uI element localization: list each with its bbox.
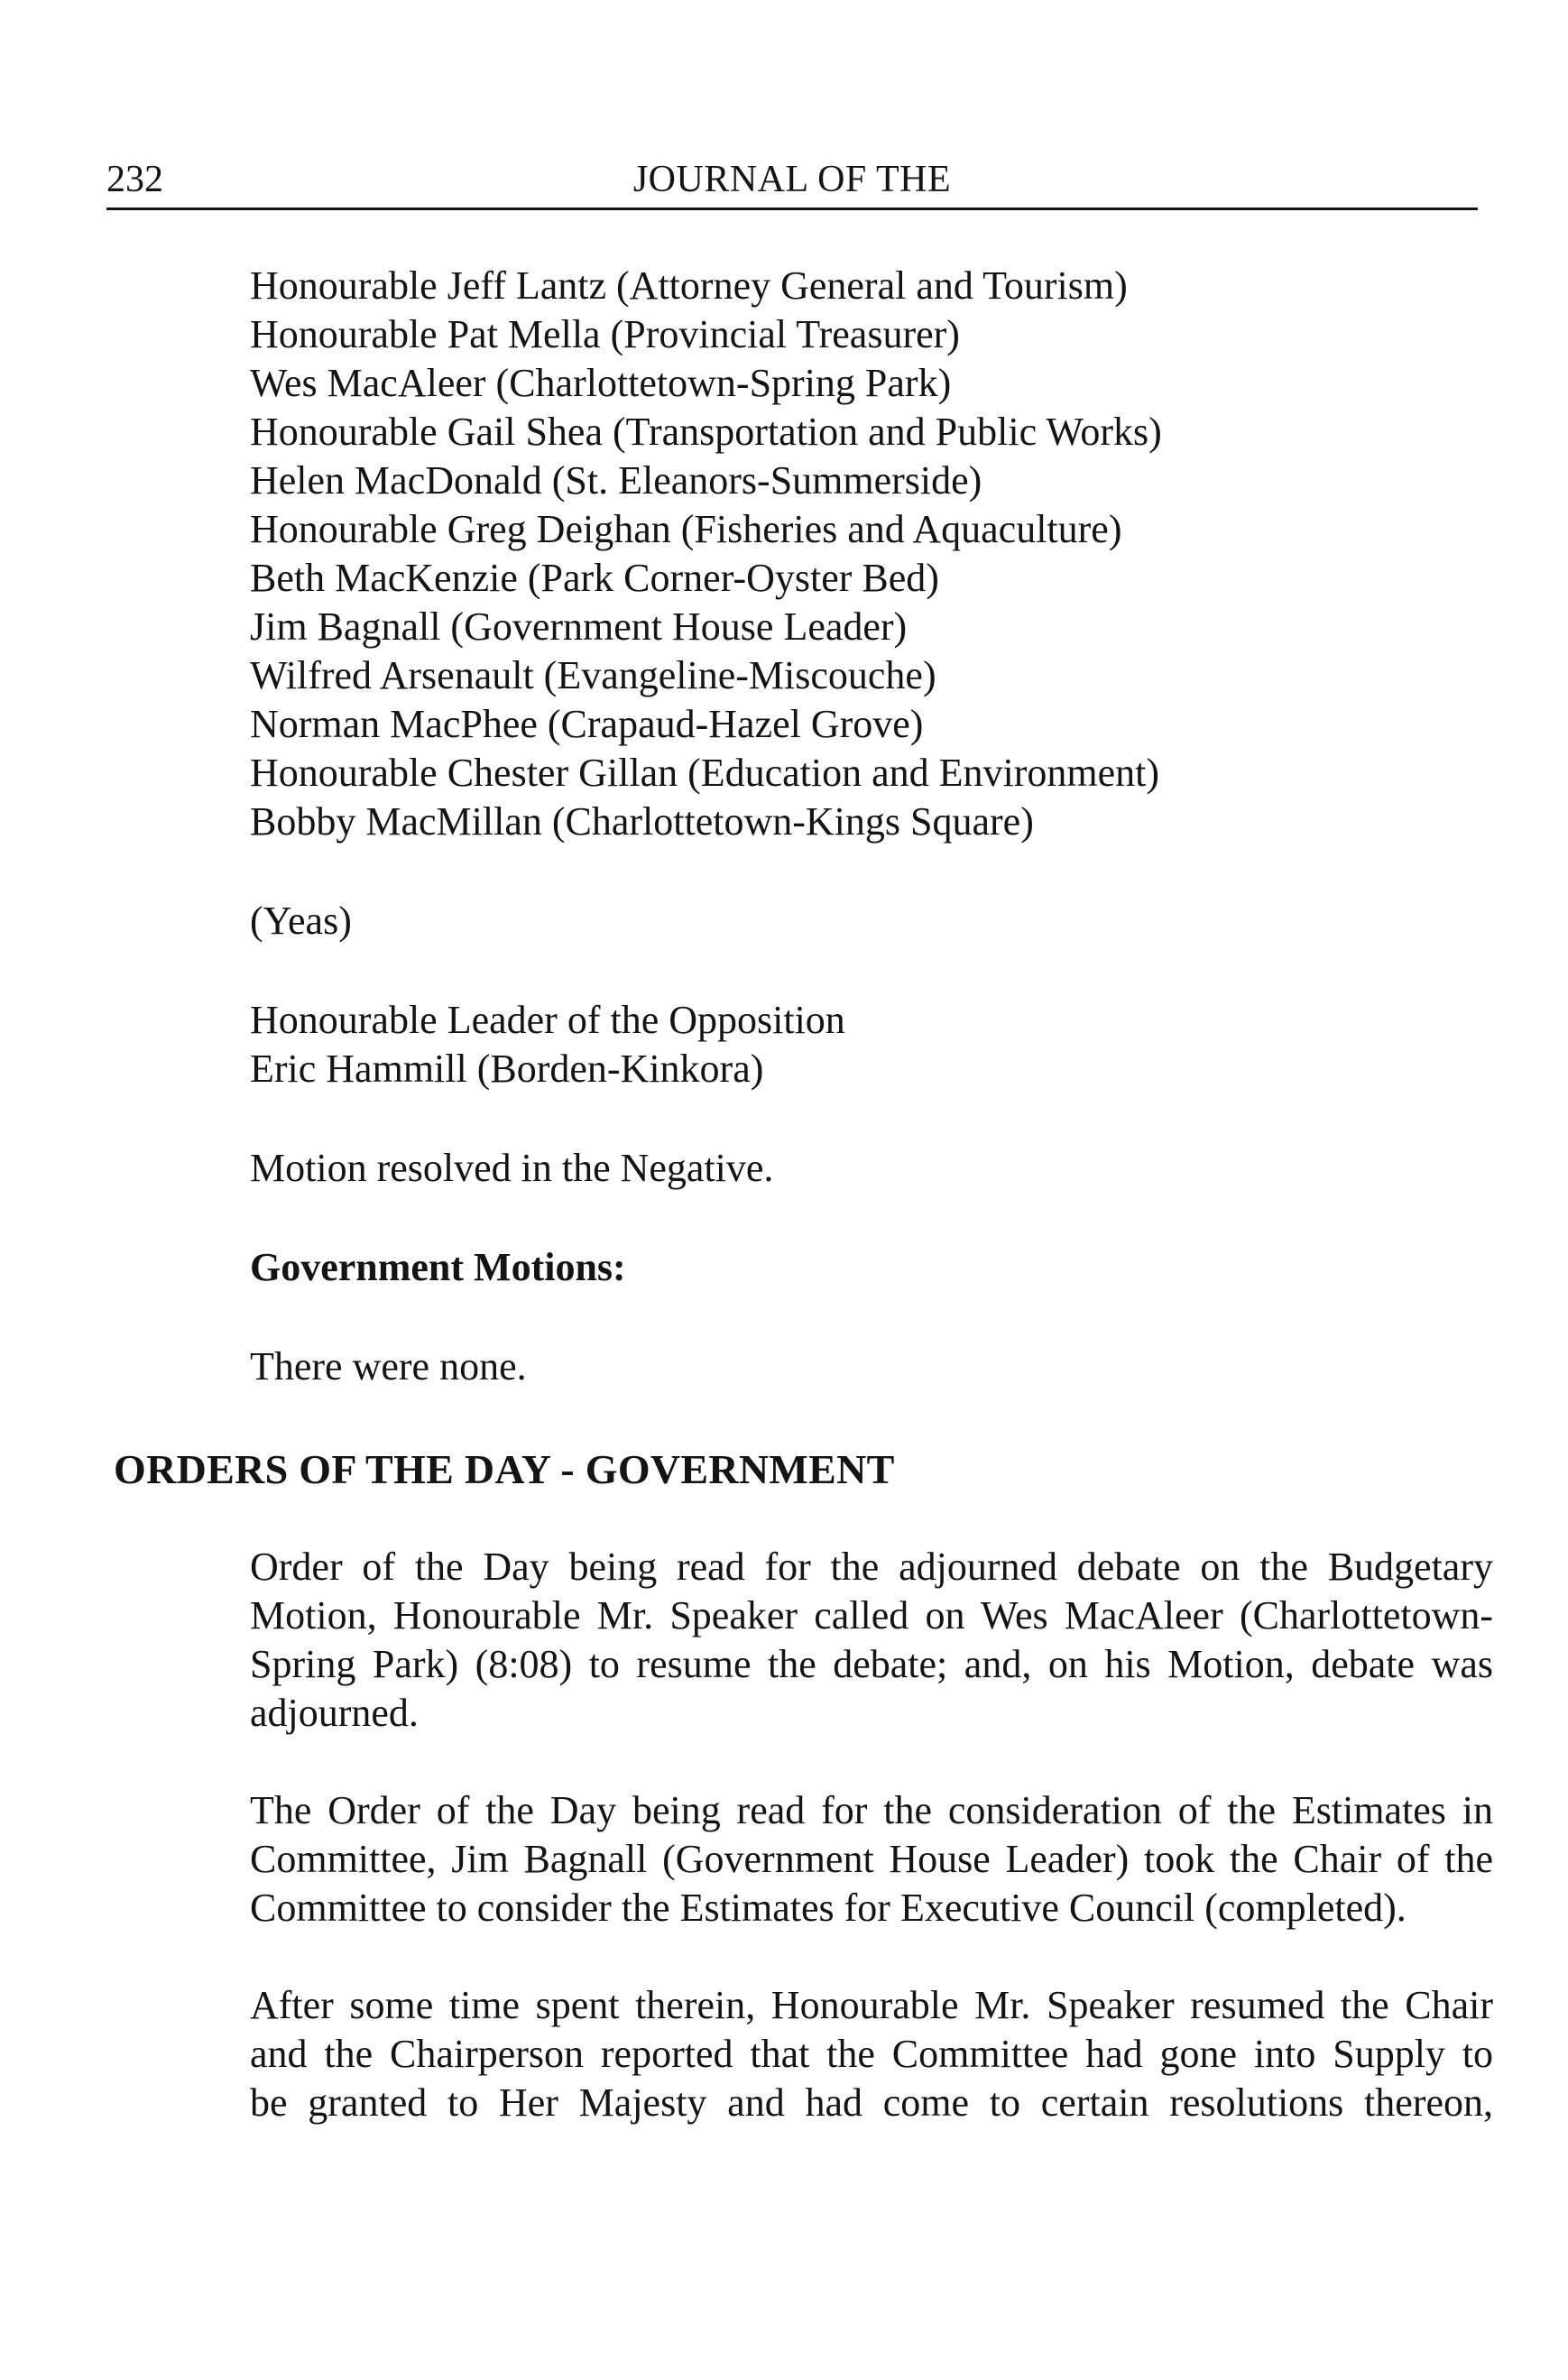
- opposition-entry: Eric Hammill (Borden-Kinkora): [250, 1047, 764, 1091]
- paragraph-line: be granted to Her Majesty and had come to certain resolutions thereon,: [250, 2080, 1493, 2125]
- division-entry: Honourable Greg Deighan (Fisheries and Aquaculture): [250, 507, 1122, 551]
- paragraph-line: The Order of the Day being read for the consideration of the Estimates in: [250, 1788, 1493, 1832]
- division-entry: Bobby MacMillan (Charlottetown-Kings Square): [250, 799, 1034, 844]
- division-entry: Honourable Pat Mella (Provincial Treasurer): [250, 312, 960, 356]
- orders-body: [250, 1543, 1493, 2176]
- division-entry: Honourable Chester Gillan (Education and Environment): [250, 751, 1160, 795]
- division-entry: Norman MacPhee (Crapaud-Hazel Grove): [250, 702, 924, 746]
- division-entry: Beth MacKenzie (Park Corner-Oyster Bed): [250, 556, 939, 600]
- paragraph-line: and the Chairperson reported that the Committee had gone into Supply to: [250, 2032, 1493, 2076]
- paragraph-budgetary-debate: [250, 1543, 1493, 1738]
- division-list: [250, 262, 1495, 846]
- motion-result: Motion resolved in the Negative.: [250, 1146, 774, 1190]
- government-motions-heading: Government Motions:: [250, 1245, 626, 1289]
- division-entry: Helen MacDonald (St. Eleanors-Summerside): [250, 458, 982, 503]
- paragraph-line: Order of the Day being read for the adjourned debate on the Budgetary: [250, 1545, 1493, 1589]
- government-motions-text: There were none.: [250, 1344, 527, 1388]
- opposition-list: [250, 996, 1495, 1093]
- header-rule: [106, 208, 1478, 210]
- page-number: 232: [106, 159, 163, 200]
- paragraph-line: Committee, Jim Bagnall (Government House Leader) took the Chair of the: [250, 1837, 1493, 1881]
- division-entry: Wilfred Arsenault (Evangeline-Miscouche): [250, 653, 936, 697]
- division-entry: Honourable Jeff Lantz (Attorney General and Tourism): [250, 263, 1128, 308]
- paragraph-line: adjourned.: [250, 1691, 419, 1735]
- paragraph-line: After some time spent therein, Honourable Mr. Speaker resumed the Chair: [250, 1983, 1493, 2027]
- division-entry: Wes MacAleer (Charlottetown-Spring Park): [250, 361, 952, 405]
- opposition-entry: Honourable Leader of the Opposition: [250, 998, 845, 1042]
- paragraph-line: Committee to consider the Estimates for Executive Council (completed).: [250, 1886, 1407, 1930]
- header-title: JOURNAL OF THE: [632, 159, 952, 200]
- orders-of-the-day-heading: ORDERS OF THE DAY - GOVERNMENT: [114, 1446, 895, 1492]
- paragraph-speaker-resumed: [250, 1981, 1493, 2127]
- paragraph-line: Spring Park) (8:08) to resume the debate; and, on his Motion, debate was: [250, 1642, 1493, 1686]
- division-section: [250, 262, 1495, 1391]
- paragraph-estimates-committee: [250, 1786, 1493, 1933]
- yeas-label: (Yeas): [250, 899, 352, 943]
- division-entry: Jim Bagnall (Government House Leader): [250, 604, 908, 649]
- running-header: [106, 153, 1478, 206]
- division-entry: Honourable Gail Shea (Transportation and Public Works): [250, 410, 1162, 454]
- paragraph-line: Motion, Honourable Mr. Speaker called on Wes MacAleer (Charlottetown-: [250, 1593, 1493, 1637]
